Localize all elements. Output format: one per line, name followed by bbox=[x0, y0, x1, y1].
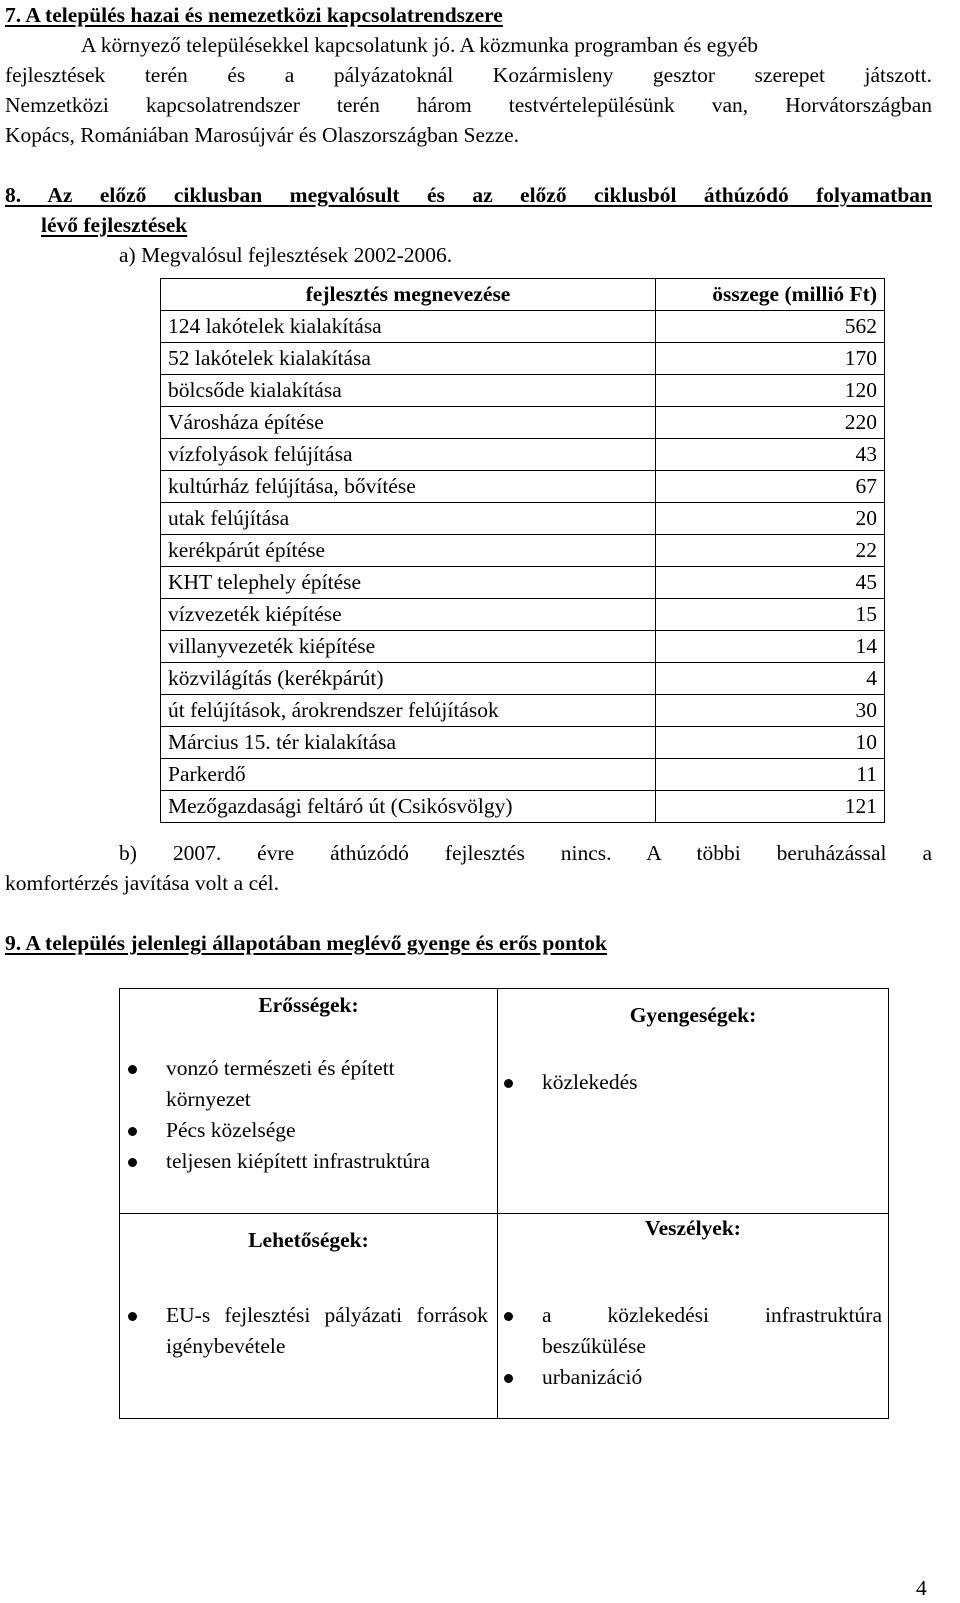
list-item: közlekedés bbox=[500, 1067, 880, 1098]
list-item: EU-s fejlesztési pályázati források igénybevétele bbox=[124, 1300, 488, 1362]
table-row bbox=[161, 535, 885, 567]
development-name-cell: utak felújítása bbox=[161, 503, 656, 535]
swot-opportunities-cell bbox=[119, 1213, 498, 1419]
development-name-cell: Parkerdő bbox=[161, 759, 656, 791]
bullet-icon bbox=[128, 1127, 137, 1136]
development-amount-cell: 15 bbox=[656, 599, 885, 631]
table-row bbox=[161, 599, 885, 631]
table-row bbox=[161, 759, 885, 791]
page-number: 4 bbox=[916, 1576, 927, 1600]
list-item: Pécs közelsége bbox=[124, 1115, 464, 1146]
development-amount-cell: 30 bbox=[656, 695, 885, 727]
weaknesses-list bbox=[500, 1067, 880, 1098]
table-row bbox=[161, 631, 885, 663]
development-amount-cell: 43 bbox=[656, 439, 885, 471]
threats-title: Veszélyek: bbox=[645, 1216, 741, 1240]
table-row bbox=[161, 727, 885, 759]
section-8-subheading-b: b) 2007. évre áthúzódó fejlesztés nincs. A többi beruházással a bbox=[119, 841, 932, 865]
table-row bbox=[161, 663, 885, 695]
development-name-cell: villanyvezeték kiépítése bbox=[161, 631, 656, 663]
development-amount-cell: 4 bbox=[656, 663, 885, 695]
table-row bbox=[161, 791, 885, 823]
development-amount-cell: 562 bbox=[656, 311, 885, 343]
development-amount-cell: 220 bbox=[656, 407, 885, 439]
strengths-list bbox=[124, 1053, 464, 1177]
development-name-cell: Városháza építése bbox=[161, 407, 656, 439]
development-name-cell: vízfolyások felújítása bbox=[161, 439, 656, 471]
table-row bbox=[161, 311, 885, 343]
development-amount-cell: 14 bbox=[656, 631, 885, 663]
section-7-heading: 7. A település hazai és nemezetközi kapcsolatrendszere bbox=[5, 3, 503, 27]
threats-list bbox=[500, 1300, 882, 1393]
development-name-cell: kerékpárút építése bbox=[161, 535, 656, 567]
development-name-cell: 124 lakótelek kialakítása bbox=[161, 311, 656, 343]
development-amount-cell: 120 bbox=[656, 375, 885, 407]
development-amount-cell: 45 bbox=[656, 567, 885, 599]
development-name-cell: bölcsőde kialakítása bbox=[161, 375, 656, 407]
list-item: urbanizáció bbox=[500, 1362, 882, 1393]
section-7-line-3: Nemzetközi kapcsolatrendszer terén három testvértelepülésünk van, Horvátországban bbox=[5, 93, 932, 117]
development-amount-cell: 20 bbox=[656, 503, 885, 535]
development-name-cell: Március 15. tér kialakítása bbox=[161, 727, 656, 759]
development-amount-cell: 67 bbox=[656, 471, 885, 503]
section-7-line-2: fejlesztések terén és a pályázatoknál Kozármisleny gesztor szerepet játszott. bbox=[5, 63, 932, 87]
bullet-icon bbox=[504, 1079, 513, 1088]
column-header-name: fejlesztés megnevezése bbox=[161, 279, 656, 311]
section-7-line-4: Kopács, Romániában Marosújvár és Olaszországban Sezze. bbox=[5, 123, 520, 147]
development-amount-cell: 170 bbox=[656, 343, 885, 375]
table-row bbox=[161, 567, 885, 599]
list-item: teljesen kiépített infrastruktúra bbox=[124, 1146, 464, 1177]
development-name-cell: Mezőgazdasági feltáró út (Csikósvölgy) bbox=[161, 791, 656, 823]
table-row bbox=[161, 471, 885, 503]
table-header-row bbox=[161, 279, 885, 311]
table-row bbox=[161, 343, 885, 375]
section-8-heading: 8. Az előző ciklusban megvalósult és az előző ciklusból áthúzódó folyamatban bbox=[5, 183, 932, 207]
bullet-icon bbox=[504, 1312, 513, 1321]
table-row bbox=[161, 439, 885, 471]
development-name-cell: 52 lakótelek kialakítása bbox=[161, 343, 656, 375]
developments-table bbox=[160, 278, 885, 823]
strengths-title: Erősségek: bbox=[258, 993, 359, 1017]
development-amount-cell: 22 bbox=[656, 535, 885, 567]
swot-weaknesses-cell bbox=[497, 988, 889, 1214]
section-8-subheading-a: a) Megvalósul fejlesztések 2002-2006. bbox=[119, 243, 453, 267]
section-8-heading-continued: lévő fejlesztések bbox=[41, 213, 188, 237]
list-item: vonzó természeti és épített környezet bbox=[124, 1053, 464, 1115]
table-row bbox=[161, 695, 885, 727]
bullet-icon bbox=[128, 1158, 137, 1167]
section-9-heading: 9. A település jelenlegi állapotában meglévő gyenge és erős pontok bbox=[5, 931, 607, 955]
swot-strengths-cell bbox=[119, 988, 498, 1214]
swot-threats-cell bbox=[497, 1213, 889, 1419]
development-amount-cell: 121 bbox=[656, 791, 885, 823]
section-8-subheading-b-continued: komfortérzés javítása volt a cél. bbox=[5, 871, 280, 895]
bullet-icon bbox=[504, 1374, 513, 1383]
opportunities-title: Lehetőségek: bbox=[248, 1228, 369, 1252]
bullet-icon bbox=[128, 1065, 137, 1074]
development-name-cell: út felújítások, árokrendszer felújítások bbox=[161, 695, 656, 727]
development-name-cell: közvilágítás (kerékpárút) bbox=[161, 663, 656, 695]
development-name-cell: KHT telephely építése bbox=[161, 567, 656, 599]
list-item: a közlekedési infrastruktúra beszűkülése bbox=[500, 1300, 882, 1362]
opportunities-list bbox=[124, 1300, 488, 1362]
bullet-icon bbox=[128, 1312, 137, 1321]
development-amount-cell: 10 bbox=[656, 727, 885, 759]
section-7-line-1: A környező településekkel kapcsolatunk jó. A közmunka programban és egyéb bbox=[81, 33, 759, 57]
weaknesses-title: Gyengeségek: bbox=[629, 1003, 757, 1027]
development-name-cell: kultúrház felújítása, bővítése bbox=[161, 471, 656, 503]
development-name-cell: vízvezeték kiépítése bbox=[161, 599, 656, 631]
column-header-amount: összege (millió Ft) bbox=[656, 279, 885, 311]
table-row bbox=[161, 407, 885, 439]
development-amount-cell: 11 bbox=[656, 759, 885, 791]
table-row bbox=[161, 375, 885, 407]
table-row bbox=[161, 503, 885, 535]
